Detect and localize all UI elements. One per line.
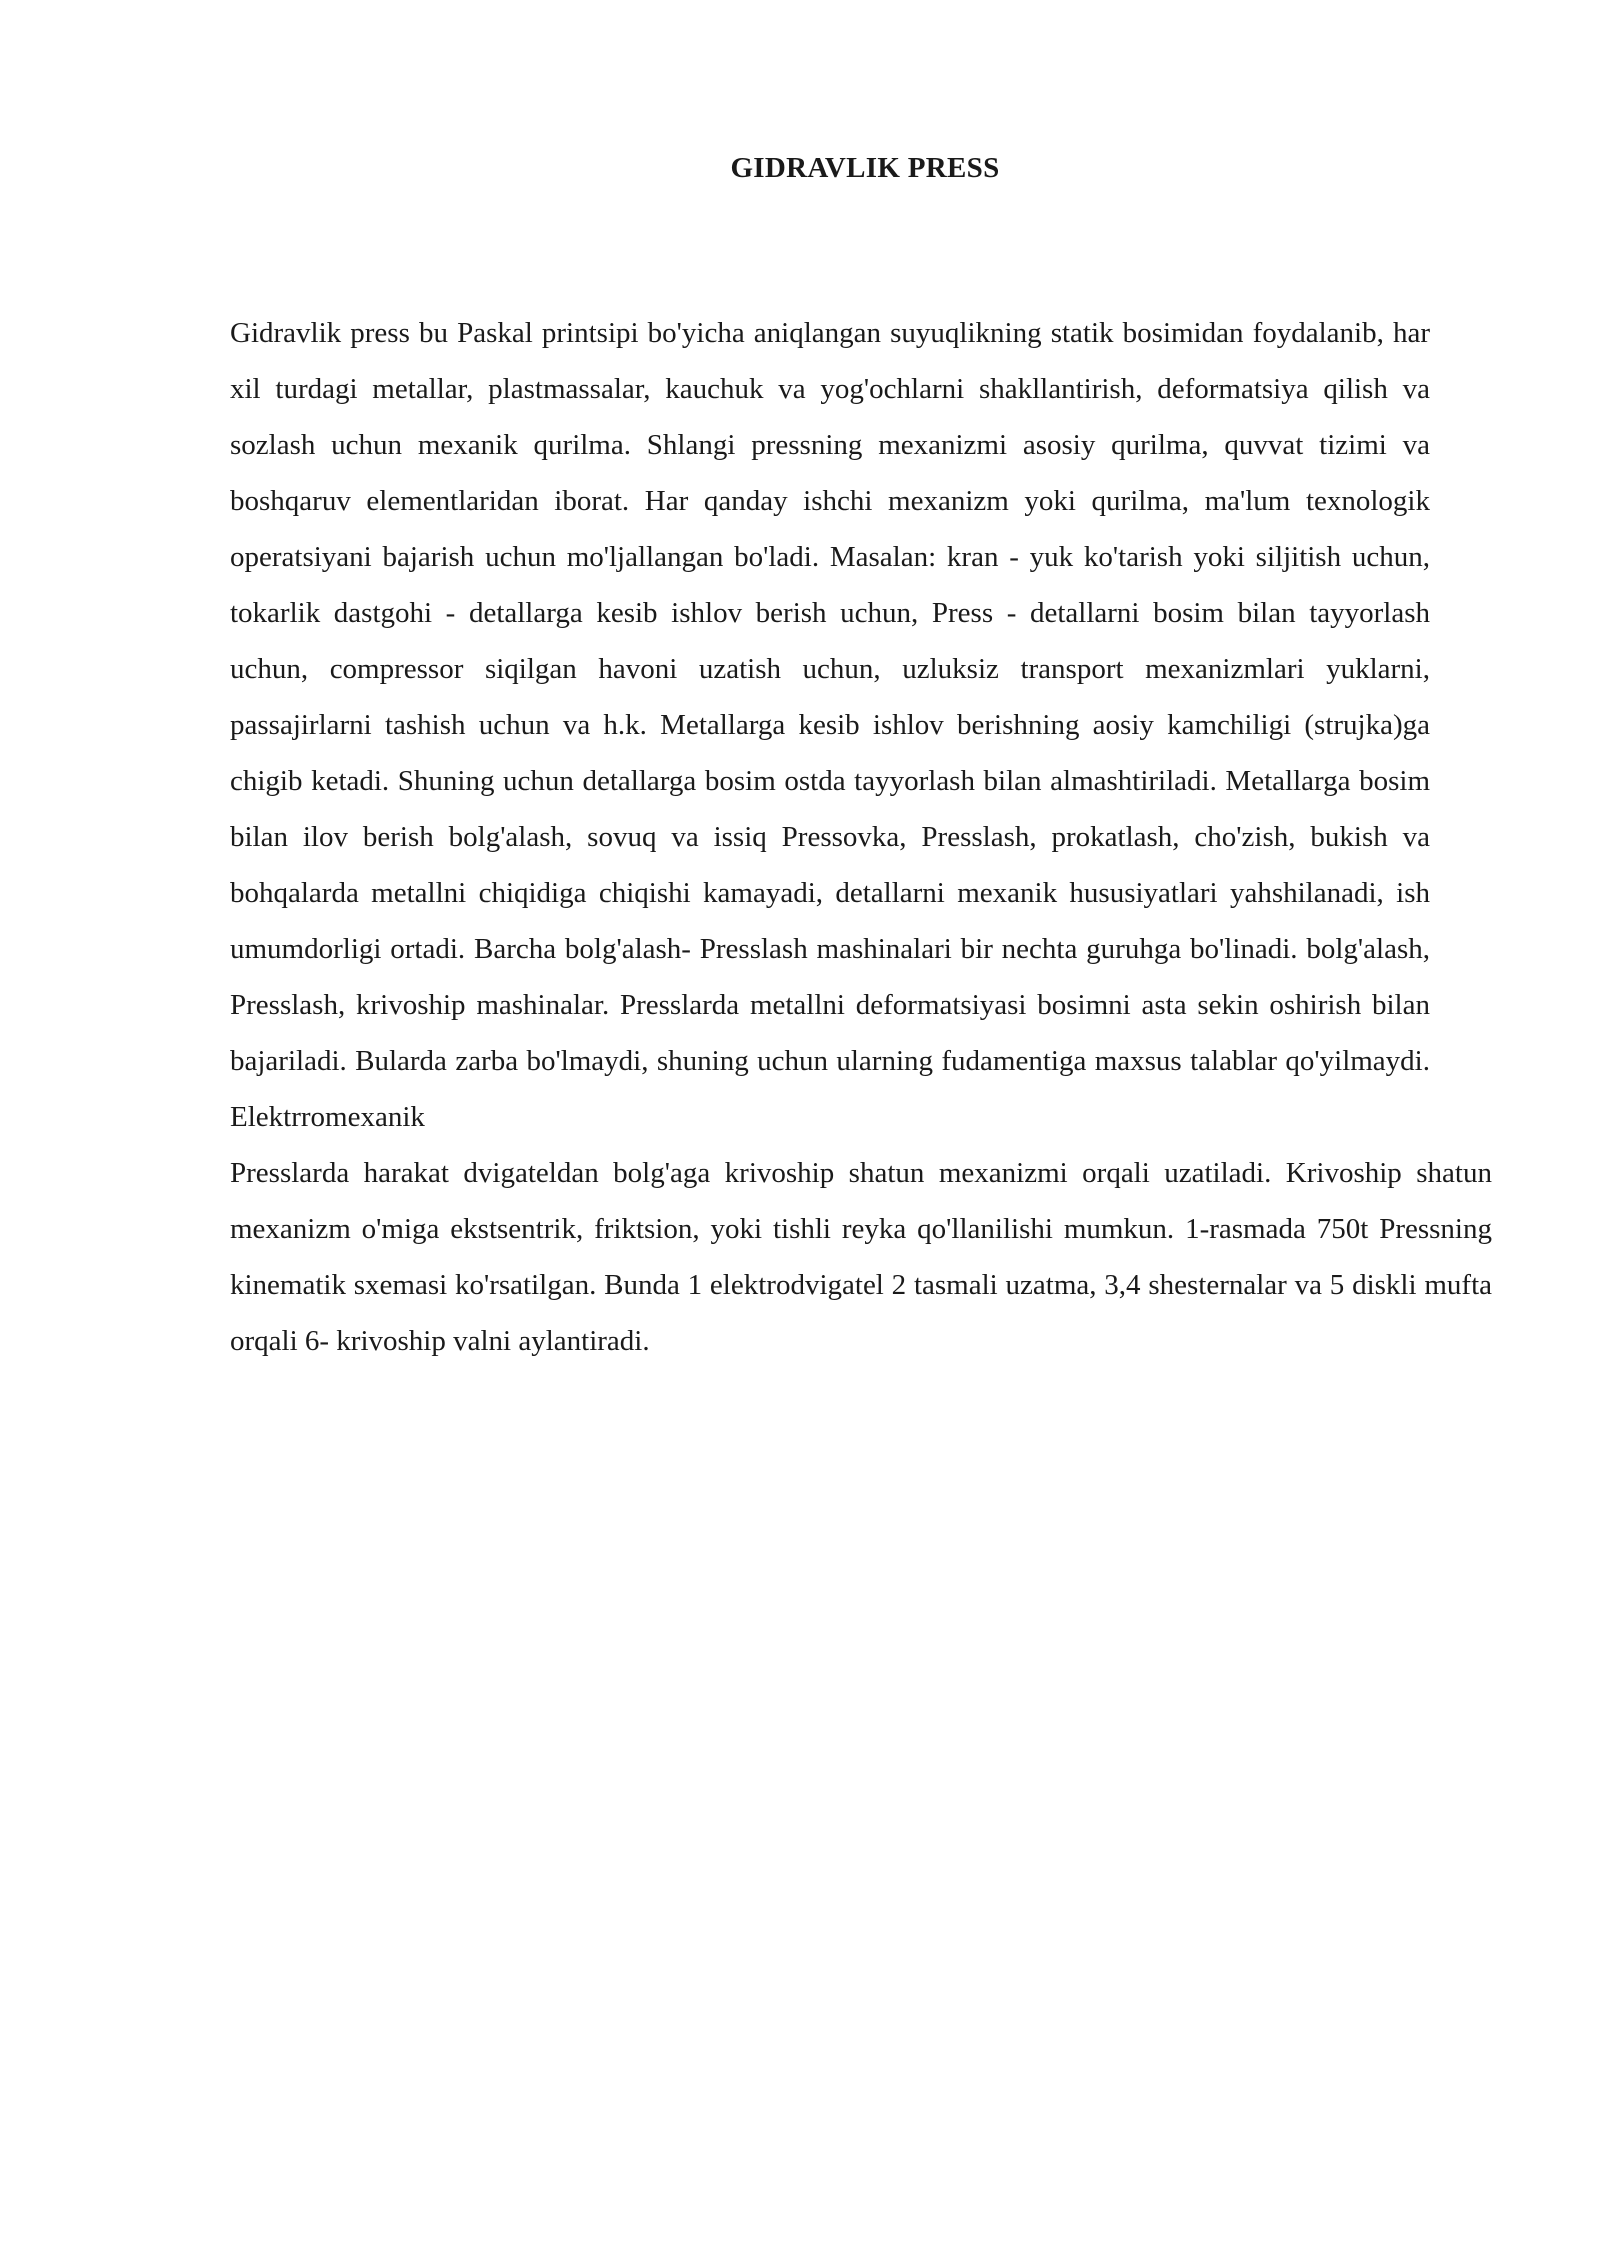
page-title: GIDRAVLIK PRESS — [730, 152, 1000, 184]
document-body — [230, 305, 1492, 1369]
paragraph-2: Presslarda harakat dvigateldan bolg'aga krivoship shatun mexanizmi orqali uzatiladi. Krivoship shatun mexanizm o'miga ekstsentrik, friktsion, yoki tishli reyka qo'llanilishi mumkun. 1-rasmada 750t Pressning kinematik sxemasi ko'rsatilgan. Bunda 1 elektrodvigatel 2 tasmali uzatma, 3,4 shesternalar va 5 diskli mufta orqali 6- krivoship valni aylantiradi. — [230, 1157, 1492, 1357]
paragraph-1: Gidravlik press bu Paskal printsipi bo'yicha aniqlangan suyuqlikning statik bosimidan foydalanib, har xil turdagi metallar, plastmassalar, kauchuk va yog'ochlarni shakllantirish, deformatsiya qilish va sozlash uchun mexanik qurilma. Shlangi pressning mexanizmi asosiy qurilma, quvvat tizimi va boshqaruv elementlaridan iborat. Har qanday ishchi mexanizm yoki qurilma, ma'lum texnologik operatsiyani bajarish uchun mo'ljallangan bo'ladi. Masalan: kran - yuk ko'tarish yoki siljitish uchun, tokarlik dastgohi - detallarga kesib ishlov berish uchun, Press - detallarni bosim bilan tayyorlash uchun, compressor siqilgan havoni uzatish uchun, uzluksiz transport mexanizmlari yuklarni, passajirlarni tashish uchun va h.k. Metallarga kesib ishlov berishning aosiy kamchiligi (strujka)ga chigib ketadi. Shuning uchun detallarga bosim ostda tayyorlash bilan almashtiriladi. Metallarga bosim bilan ilov berish bolg'alash, sovuq va issiq Pressovka, Presslash, prokatlash, cho'zish, bukish va bohqalarda metallni chiqidiga chiqishi kamayadi, detallarni mexanik hususiyatlari yahshilanadi, ish umumdorligi ortadi. Barcha bolg'alash- Presslash mashinalari bir nechta guruhga bo'linadi. bolg'alash, Presslash, krivoship mashinalar. Presslarda metallni deformatsiyasi bosimni asta sekin oshirish bilan bajariladi. Bularda zarba bo'lmaydi, shuning uchun ularning fudamentiga maxsus talablar qo'yilmaydi. Elektrromexanik — [230, 317, 1430, 1133]
